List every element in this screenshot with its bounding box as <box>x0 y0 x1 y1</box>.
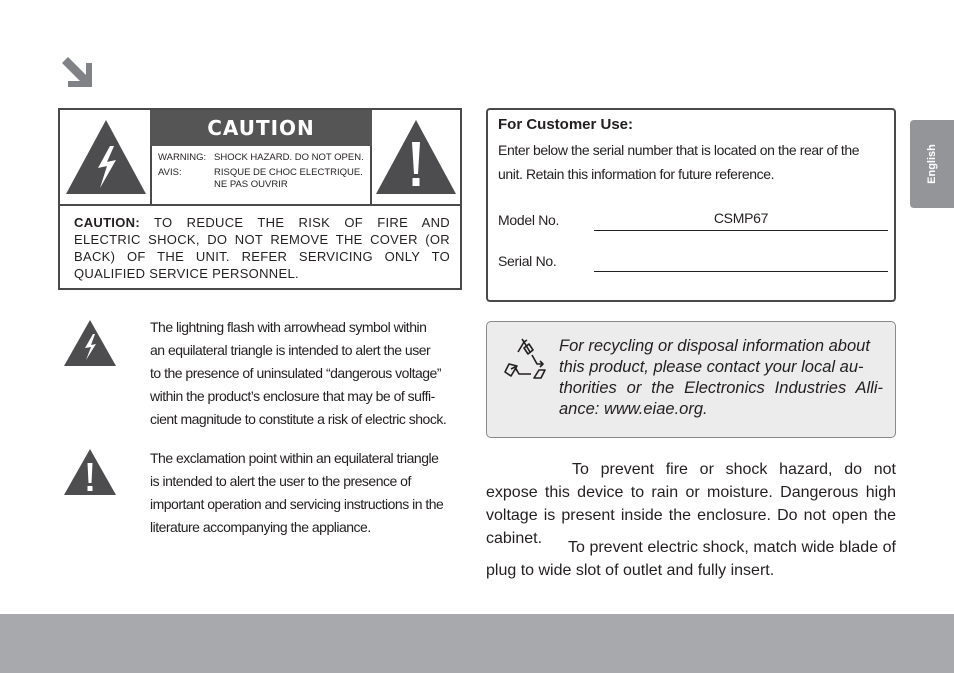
lightning-symbol-description <box>150 316 462 431</box>
customer-use-description <box>498 138 888 186</box>
lightning-symbol-icon <box>63 318 117 368</box>
serial-label: Serial No. <box>498 253 557 269</box>
caution-line-3: BACK) OF THE UNIT. REFER SERVICING ONLY TO <box>74 249 450 264</box>
warning-key: WARNING: <box>158 152 207 163</box>
recycle-line: thorities or the Electronics Industries Alli- <box>559 379 883 397</box>
fire-shock-warning: To prevent fire or shock hazard, do not expose this device to rain or moisture. Dangerous high voltage is present inside the enclosure. Do not open the cabinet. <box>486 461 896 547</box>
exclamation-line: important operation and servicing instructions in the <box>150 496 444 512</box>
avis-value-2: NE PAS OUVRIR <box>214 179 288 190</box>
customer-desc-line: unit. Retain this information for future reference. <box>498 166 775 182</box>
recycle-line: this product, please contact your local au- <box>559 358 864 376</box>
caution-label: CAUTION: <box>74 215 140 230</box>
language-tab[interactable] <box>910 120 954 208</box>
plug-warning: To prevent electric shock, match wide blade of plug to wide slot of outlet and fully insert. <box>486 539 896 579</box>
recycling-text <box>559 336 883 420</box>
customer-desc-line: Enter below the serial number that is located on the rear of the <box>498 142 860 158</box>
section-arrow-icon <box>60 55 94 89</box>
exclamation-line: is intended to alert the user to the presence of <box>150 473 411 489</box>
lightning-line: to the presence of uninsulated “dangerous voltage” <box>150 365 441 381</box>
caution-body <box>74 214 450 282</box>
warning-value: SHOCK HAZARD. DO NOT OPEN. <box>214 152 364 163</box>
exclamation-triangle-icon <box>374 116 458 196</box>
exclamation-line: literature accompanying the appliance. <box>150 519 371 535</box>
lightning-triangle-icon <box>64 116 148 196</box>
customer-use-title: For Customer Use: <box>498 116 634 133</box>
serial-number-field[interactable] <box>594 251 888 272</box>
model-number-field[interactable]: CSMP67 <box>594 210 888 231</box>
recycle-line: ance: www.eiae.org. <box>559 400 708 418</box>
recycling-info-box <box>486 321 896 438</box>
caution-line-1: TO REDUCE THE RISK OF FIRE AND <box>153 215 450 230</box>
customer-use-box <box>486 108 896 302</box>
caution-panel <box>58 108 462 290</box>
caution-warning-text <box>150 146 372 204</box>
caution-heading: CAUTION <box>150 110 372 146</box>
caution-line-4: QUALIFIED SERVICE PERSONNEL. <box>74 266 299 281</box>
avis-key: AVIS: <box>158 167 182 178</box>
lightning-line: within the product’s enclosure that may be of suffi- <box>150 388 435 404</box>
caution-line-2: ELECTRIC SHOCK, DO NOT REMOVE THE COVER (OR <box>74 232 450 247</box>
footer-bar <box>0 614 954 673</box>
recycle-icon <box>501 336 547 382</box>
lightning-line: cient magnitude to constitute a risk of electric shock. <box>150 411 447 427</box>
lightning-line: an equilateral triangle is intended to alert the user <box>150 342 431 358</box>
avis-value: RISQUE DE CHOC ELECTRIQUE. <box>214 167 363 178</box>
recycle-line: For recycling or disposal information about <box>559 337 870 355</box>
language-label: English <box>926 144 938 184</box>
exclamation-line: The exclamation point within an equilateral triangle <box>150 450 439 466</box>
lightning-line: The lightning flash with arrowhead symbol within <box>150 319 427 335</box>
caution-header-row <box>60 110 460 206</box>
model-label: Model No. <box>498 212 560 228</box>
exclamation-symbol-description <box>150 447 462 539</box>
exclamation-symbol-icon <box>63 447 117 497</box>
